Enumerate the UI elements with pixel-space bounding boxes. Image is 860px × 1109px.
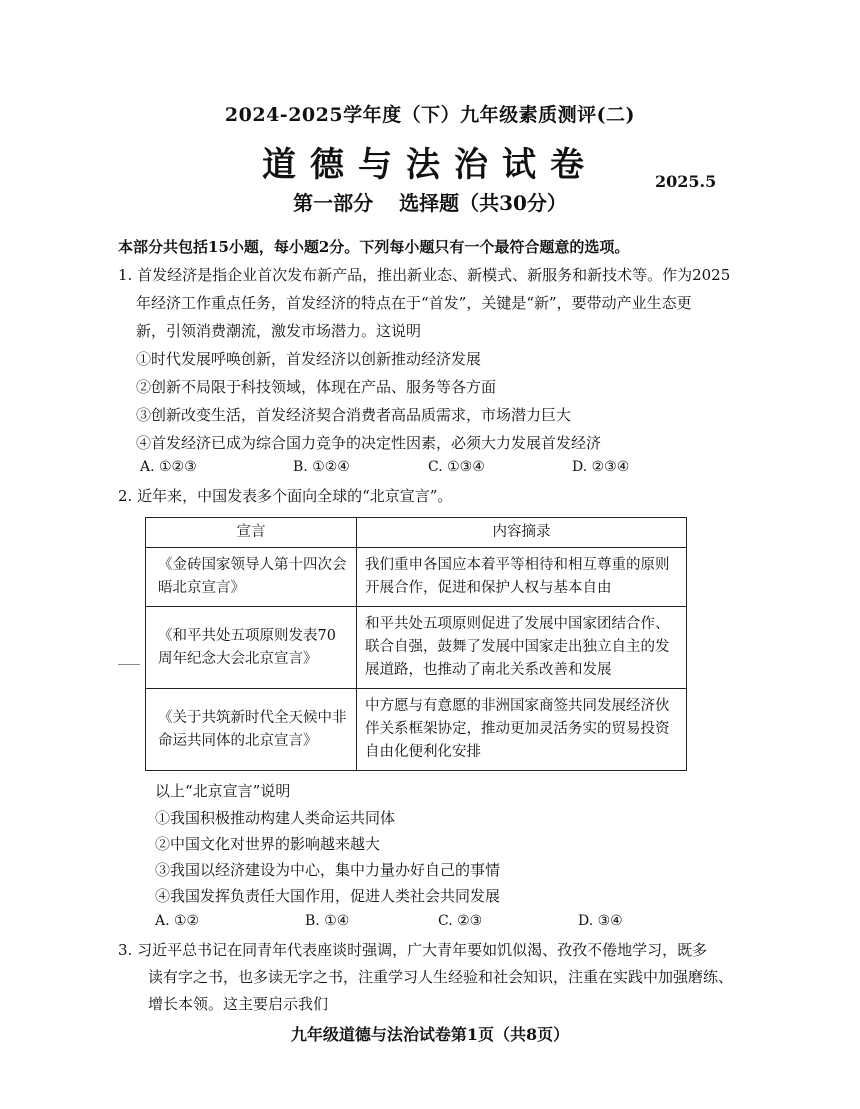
exam-title: 道德与法治试卷 [262, 145, 598, 185]
q2-option-a: A. ①② [155, 913, 200, 929]
q3-stem-line2: 读有字之书，也多读无字之书，注重学习人生经验和社会知识，注重在实践中加强磨练、 [148, 968, 734, 986]
section-heading [0, 187, 860, 216]
table-row [146, 689, 687, 771]
table-header-excerpt: 内容摘录 [357, 518, 687, 548]
declaration-name: 《金砖国家领导人第十四次会晤北京宣言》 [146, 548, 357, 607]
q3-stem-line3: 增长本领。这主要启示我们 [148, 995, 329, 1013]
q1-option-d: D. ②③④ [572, 459, 630, 475]
q2-option-b: B. ①④ [305, 913, 350, 929]
q2-lead: 以上“北京宣言”说明 [155, 782, 291, 800]
table-row [146, 548, 687, 607]
declarations-table [145, 517, 687, 771]
q1-stem-line2: 年经济工作重点任务，首发经济的特点在于“首发”，关键是“新”，要带动产业生态更 [136, 294, 692, 312]
declaration-excerpt: 和平共处五项原则促进了发展中国家团结合作、联合自强，鼓舞了发展中国家走出独立自主的发展道路，也推动了南北关系改善和发展 [357, 607, 687, 689]
q1-option-a: A. ①②③ [140, 459, 197, 475]
q1-statement-1: ①时代发展呼唤创新，首发经济以创新推动经济发展 [136, 350, 482, 368]
declaration-excerpt: 我们重申各国应本着平等相待和相互尊重的原则开展合作，促进和保护人权与基本自由 [357, 548, 687, 607]
q2-statement-3: ③我国以经济建设为中心，集中力量办好自己的事情 [155, 861, 501, 879]
q2-option-d: D. ③④ [578, 913, 623, 929]
table-header-declaration: 宣言 [146, 518, 357, 548]
exam-term-line: 2024-2025学年度（下）九年级素质测评(二) [224, 104, 636, 126]
q2-statement-1: ①我国积极推动构建人类命运共同体 [155, 809, 396, 827]
exam-date: 2025.5 [655, 172, 717, 191]
declaration-name: 《和平共处五项原则发表70周年纪念大会北京宣言》 [146, 607, 357, 689]
q1-stem-line3: 新，引领消费潮流，激发市场潜力。这说明 [136, 322, 422, 340]
q3-stem-line1: 3. 习近平总书记在同青年代表座谈时强调，广大青年要如饥似渴、孜孜不倦地学习，既多 [118, 941, 708, 959]
q1-stem-line1: 1. 首发经济是指企业首次发布新产品，推出新业态、新模式、新服务和新技术等。作为2025 [118, 266, 731, 284]
table-row [146, 607, 687, 689]
q1-option-c: C. ①③④ [428, 459, 485, 475]
q2-statement-2: ②中国文化对世界的影响越来越大 [155, 835, 381, 853]
q1-statement-4: ④首发经济已成为综合国力竞争的决定性因素，必须大力发展首发经济 [136, 434, 602, 452]
q2-stem: 2. 近年来，中国发表多个面向全球的“北京宣言”。 [118, 487, 453, 505]
section-type-label: 选择题（共30分） [399, 191, 567, 215]
q1-option-b: B. ①②④ [293, 459, 350, 475]
q2-option-c: C. ②③ [438, 913, 483, 929]
q2-statement-4: ④我国发挥负责任大国作用，促进人类社会共同发展 [155, 887, 501, 905]
declaration-excerpt: 中方愿与有意愿的非洲国家商签共同发展经济伙伴关系框架协定，推动更加灵活务实的贸易投资自由化便利化安排 [357, 689, 687, 771]
table-header-row [146, 518, 687, 548]
margin-mark [118, 664, 140, 665]
declaration-name: 《关于共筑新时代全天候中非命运共同体的北京宣言》 [146, 689, 357, 771]
section-part-label: 第一部分 [293, 191, 374, 215]
q1-statement-3: ③创新改变生活，首发经济契合消费者高品质需求，市场潜力巨大 [136, 406, 572, 424]
section-instructions: 本部分共包括15小题，每小题2分。下列每小题只有一个最符合题意的选项。 [118, 238, 630, 256]
page-footer: 九年级道德与法治试卷第1页（共8页） [290, 1025, 570, 1044]
q1-statement-2: ②创新不局限于科技领域，体现在产品、服务等各方面 [136, 378, 497, 396]
